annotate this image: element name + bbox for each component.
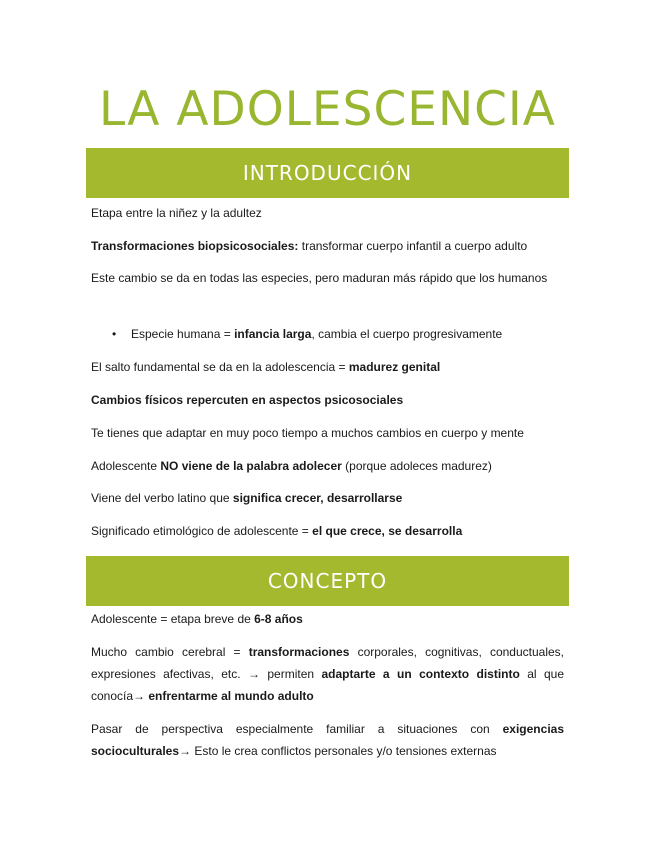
section-heading-label: CONCEPTO — [267, 569, 388, 593]
concepto-paragraph-3 — [91, 718, 564, 762]
paragraph-text: Mucho cambio cerebral = — [91, 645, 249, 659]
intro-paragraph-5 — [91, 389, 564, 411]
bold-term: NO viene de la palabra adolecer — [160, 459, 342, 473]
bold-term: el que crece, se desarrolla — [312, 524, 463, 538]
paragraph-text: Viene del verbo latino que — [91, 491, 233, 505]
bold-term: Transformaciones biopsicosociales: — [91, 239, 299, 253]
bold-term: exigencias socioculturales — [91, 722, 564, 758]
intro-paragraph-4 — [91, 356, 564, 378]
paragraph-text: al que conocía→ — [91, 667, 564, 703]
paragraph-text: El salto fundamental se da en la adolescencia = — [91, 360, 349, 374]
bold-term: madurez genital — [348, 360, 441, 374]
intro-paragraph-8 — [91, 487, 564, 509]
paragraph-text: Especie humana = — [131, 327, 235, 341]
bold-term: 6-8 años — [254, 612, 303, 626]
concepto-paragraph-1 — [91, 608, 564, 630]
paragraph-text: Adolescente = etapa breve de — [91, 612, 255, 626]
bold-term: transformaciones — [248, 645, 350, 659]
document-title: LA ADOLESCENCIA — [99, 82, 556, 137]
intro-paragraph-2 — [91, 235, 564, 257]
bold-term: infancia larga — [234, 327, 312, 341]
paragraph-text: Adolescente — [91, 459, 161, 473]
paragraph-text: transformar cuerpo infantil a cuerpo adulto — [298, 239, 528, 253]
paragraph-text: , cambia el cuerpo progresivamente — [311, 327, 503, 341]
bullet-icon: • — [112, 327, 117, 341]
paragraph-text: Pasar de perspectiva especialmente familiar a situaciones con — [91, 722, 503, 736]
section-heading-label: INTRODUCCIÓN — [242, 161, 413, 185]
bold-term: enfrentarme al mundo adulto — [148, 689, 314, 703]
bold-term: adaptarte a un contexto distinto — [321, 667, 520, 681]
paragraph-text: Significado etimológico de adolescente = — [91, 524, 313, 538]
intro-paragraph-1: Etapa entre la niñez y la adultez — [91, 206, 262, 220]
section-heading-concepto — [86, 556, 569, 606]
intro-paragraph-9 — [91, 520, 564, 542]
intro-bullet-item — [131, 323, 564, 345]
intro-paragraph-3: Este cambio se da en todas las especies, pero maduran más rápido que los humanos — [91, 271, 548, 285]
paragraph-text: (porque adoleces madurez) — [341, 459, 492, 473]
concepto-paragraph-2 — [91, 641, 564, 707]
paragraph-text: → Esto le crea conflictos personales y/o tensiones externas — [179, 744, 497, 758]
bold-term: Cambios físicos repercuten en aspectos psicosociales — [91, 393, 404, 407]
paragraph-text: corporales, cognitivas, conductuales, expresiones afectivas, etc. → permiten — [91, 645, 564, 681]
section-heading-introduccion — [86, 148, 569, 198]
bold-term: significa crecer, desarrollarse — [232, 491, 403, 505]
intro-paragraph-6: Te tienes que adaptar en muy poco tiempo a muchos cambios en cuerpo y mente — [91, 426, 524, 440]
intro-paragraph-7 — [91, 455, 564, 477]
